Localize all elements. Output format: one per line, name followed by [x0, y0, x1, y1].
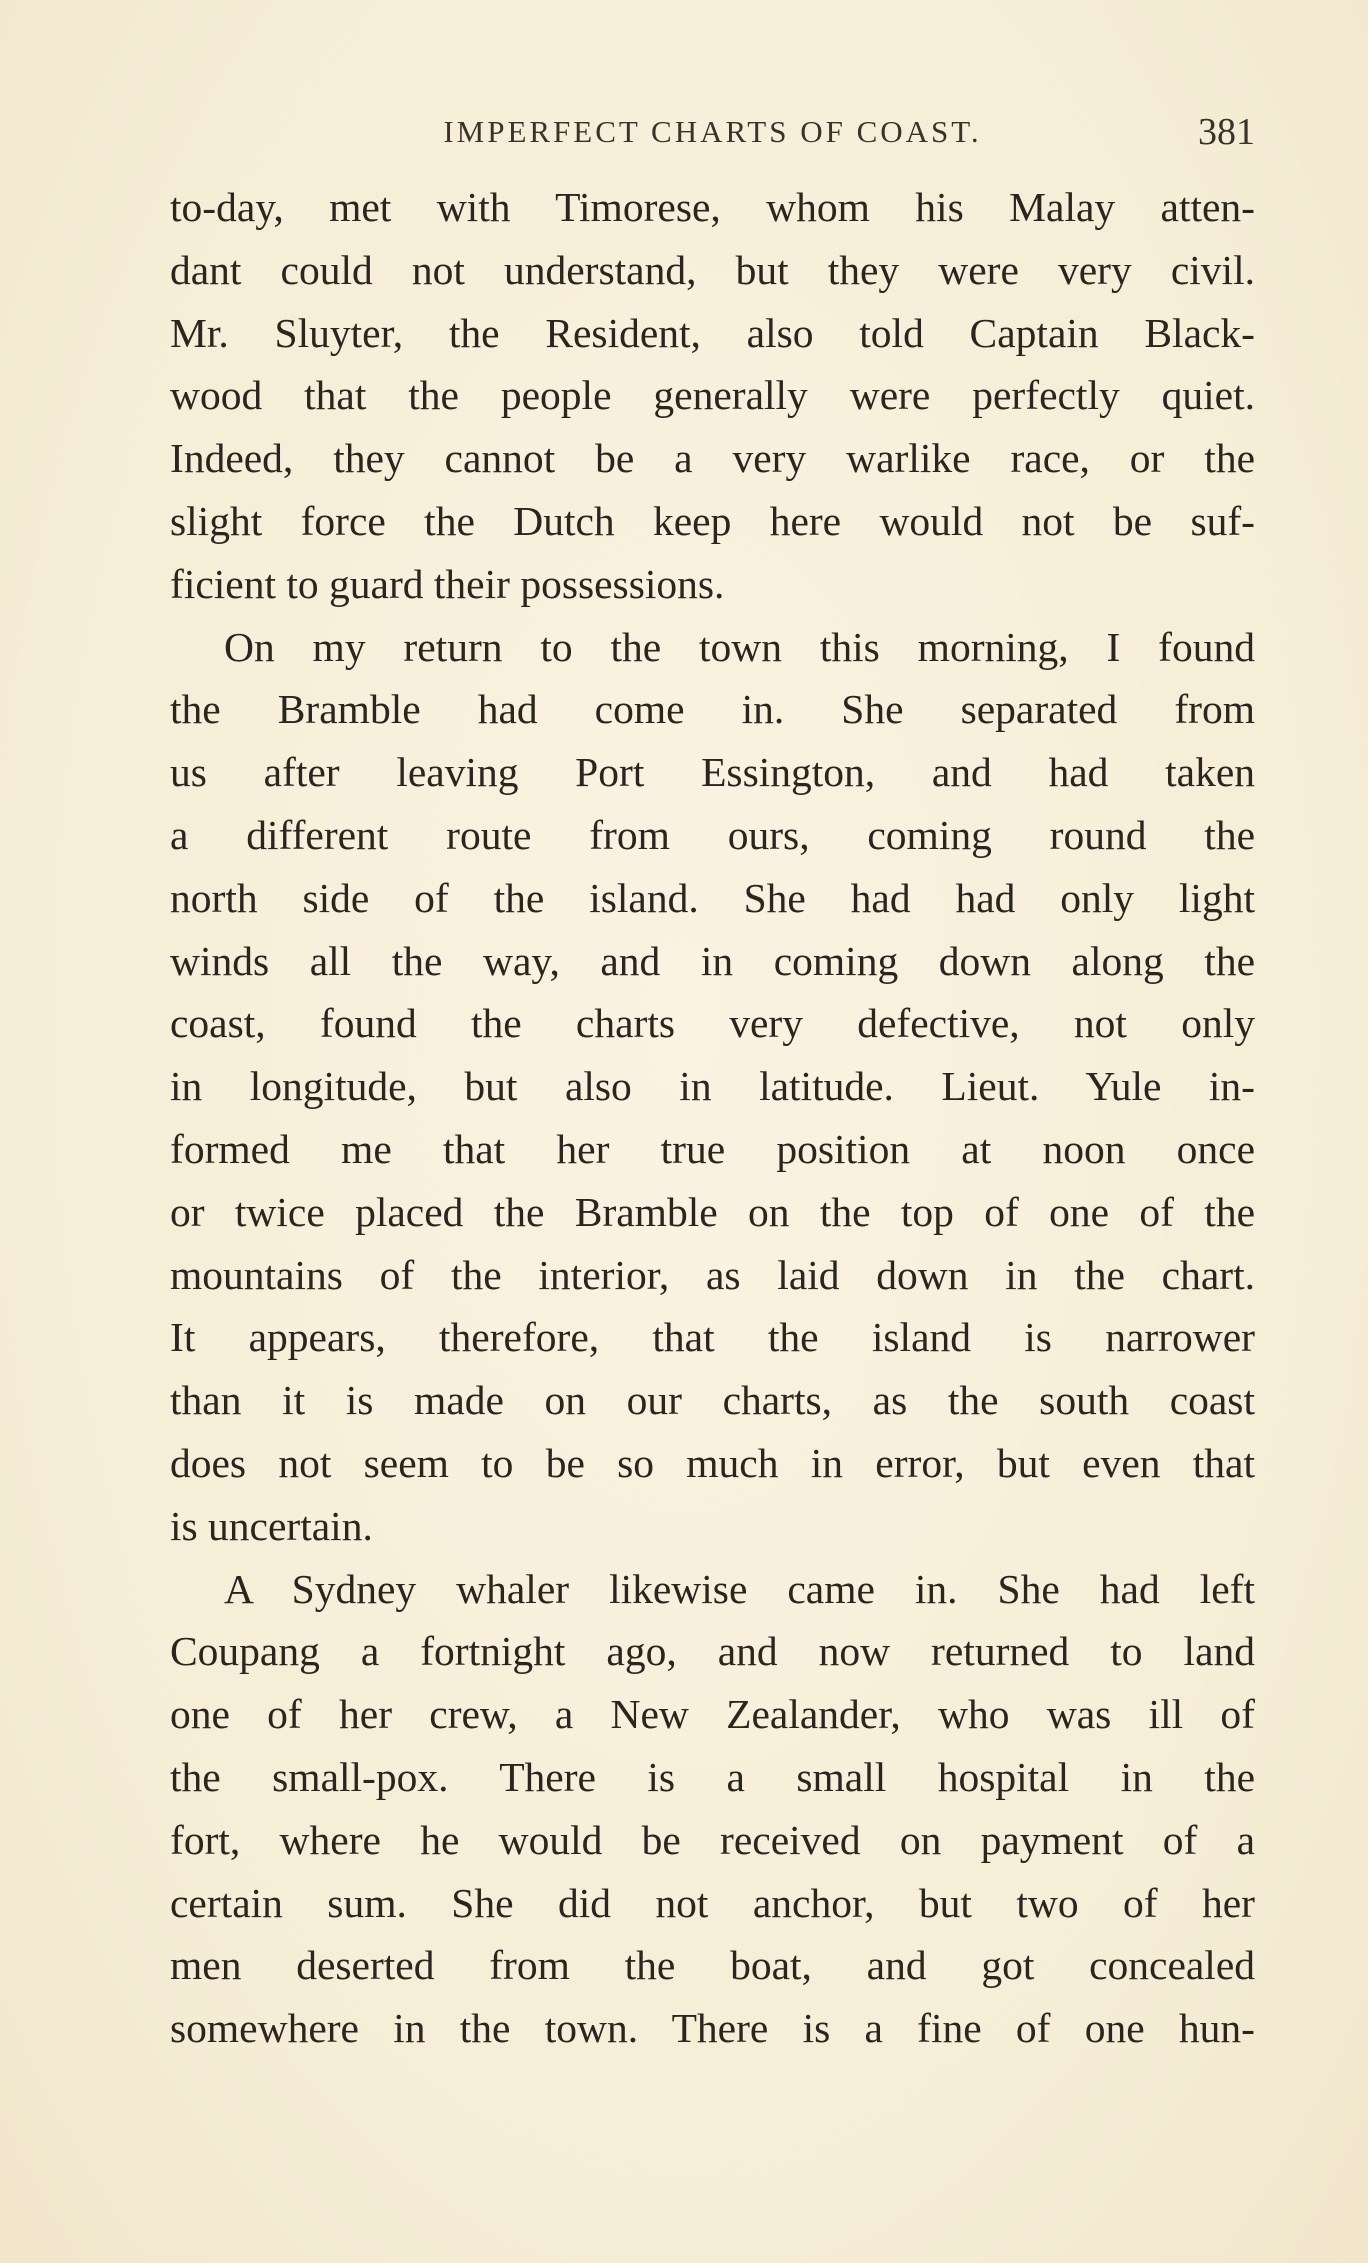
- text-line: coast, found the charts very defective, not only: [170, 1000, 1255, 1047]
- text-line: one of her crew, a New Zealander, who was ill of: [170, 1691, 1255, 1738]
- text-line: a different route from ours, coming round the: [170, 811, 1255, 858]
- text-line: north side of the island. She had had only light: [170, 874, 1255, 921]
- text-line: Coupang a fortnight ago, and now returned to land: [170, 1628, 1255, 1675]
- text-line: A Sydney whaler likewise came in. She had left: [224, 1565, 1255, 1612]
- text-line: winds all the way, and in coming down along the: [170, 937, 1255, 984]
- page-number: 381: [1198, 111, 1255, 153]
- text-line: does not seem to be so much in error, but even that: [170, 1439, 1255, 1486]
- text-line: certain sum. She did not anchor, but two of her: [170, 1879, 1255, 1926]
- text-line: Mr. Sluyter, the Resident, also told Captain Black-: [170, 309, 1255, 356]
- page-header: [170, 110, 1255, 162]
- text-line: Indeed, they cannot be a very warlike race, or the: [170, 435, 1255, 482]
- text-line: to-day, met with Timorese, whom his Malay atten-: [170, 184, 1255, 230]
- text-line: somewhere in the town. There is a fine of one hun-: [170, 2005, 1255, 2052]
- text-line: mountains of the interior, as laid down in the chart.: [170, 1251, 1255, 1298]
- text-line: the Bramble had come in. She separated from: [170, 686, 1255, 733]
- text-line: or twice placed the Bramble on the top of one of the: [170, 1188, 1255, 1235]
- text-line: in longitude, but also in latitude. Lieut. Yule in-: [170, 1063, 1255, 1110]
- text-line: us after leaving Port Essington, and had taken: [170, 749, 1255, 796]
- text-line: fort, where he would be received on payment of a: [170, 1816, 1255, 1863]
- text-line: It appears, therefore, that the island is narrower: [170, 1314, 1255, 1361]
- text-line: men deserted from the boat, and got concealed: [170, 1942, 1255, 1989]
- text-line: is uncertain.: [170, 1502, 373, 1549]
- text-line: wood that the people generally were perfectly quiet.: [170, 372, 1255, 419]
- text-line: On my return to the town this morning, I found: [224, 623, 1255, 670]
- text-line: the small-pox. There is a small hospital in the: [170, 1753, 1255, 1800]
- body-text: [170, 176, 1255, 2060]
- text-line: ficient to guard their possessions.: [170, 560, 725, 607]
- text-line: than it is made on our charts, as the south coast: [170, 1377, 1255, 1424]
- text-line: formed me that her true position at noon once: [170, 1125, 1255, 1172]
- text-line: slight force the Dutch keep here would not be suf-: [170, 497, 1255, 544]
- running-head: IMPERFECT CHARTS OF COAST.: [443, 114, 982, 149]
- text-line: dant could not understand, but they were very civil.: [170, 246, 1255, 293]
